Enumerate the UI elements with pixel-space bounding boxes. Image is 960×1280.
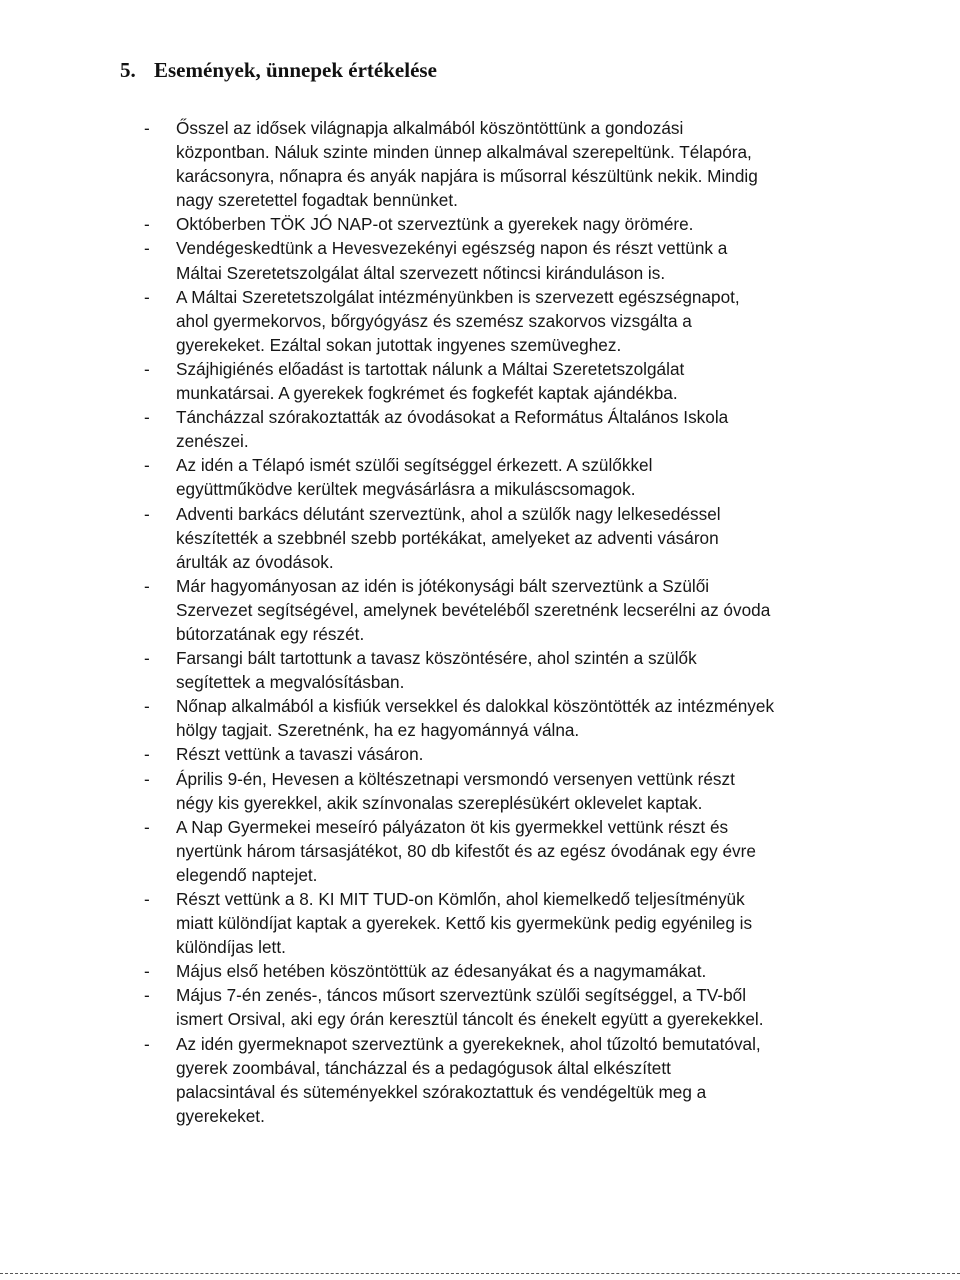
bullet-dash: - — [144, 768, 150, 789]
list-item — [144, 574, 864, 646]
list-item — [144, 453, 864, 501]
list-item-line: Adventi barkács délutánt szerveztünk, ahol a szülők nagy lelkesedéssel — [176, 503, 721, 524]
list-item-line: Április 9-én, Hevesen a költészetnapi versmondó versenyen vettünk részt — [176, 768, 735, 789]
bullet-dash: - — [144, 455, 150, 476]
list-item — [144, 815, 864, 887]
list-item-line: munkatársai. A gyerekek fogkrémet és fogkefét kaptak ajándékba. — [176, 383, 678, 404]
list-item-line: palacsintával és süteményekkel szórakoztattuk és vendégeltük meg a — [176, 1081, 707, 1102]
footer-rule — [0, 1273, 960, 1274]
section-heading — [120, 57, 437, 83]
bullet-dash: - — [144, 286, 150, 307]
list-item-line: Máltai Szeretetszolgálat által szervezett nőtincsi kiránduláson is. — [176, 262, 666, 283]
bullet-dash: - — [144, 696, 150, 717]
list-item-line: gyerekeket. — [176, 1105, 265, 1126]
bullet-dash: - — [144, 407, 150, 428]
list-item-line: Az idén a Télapó ismét szülői segítséggel érkezett. A szülőkkel — [176, 455, 653, 476]
list-item-line: különdíjas lett. — [176, 937, 286, 958]
list-item-line: nagy szeretettel fogadtak bennünket. — [176, 190, 458, 211]
list-item-line: Már hagyományosan az idén is jótékonysági bált szerveztünk a Szülői — [176, 575, 710, 596]
list-item-line: miatt különdíjat kaptak a gyerekek. Kettő kis gyermekünk pedig egyénileg is — [176, 913, 753, 934]
list-item-line: gyerekeket. Ezáltal sokan jutottak ingyenes szemüveghez. — [176, 334, 622, 355]
list-item — [144, 694, 864, 742]
list-item-line: készítették a szebbnél szebb portékákat, amelyeket az adventi vásáron — [176, 527, 719, 548]
list-item — [144, 742, 864, 766]
list-item — [144, 767, 864, 815]
list-item — [144, 983, 864, 1031]
list-item-line: Az idén gyermeknapot szerveztünk a gyerekeknek, ahol tűzoltó bemutatóval, — [176, 1033, 761, 1054]
list-item-line: bútorzatának egy részét. — [176, 623, 365, 644]
bullet-dash: - — [144, 118, 150, 138]
list-item — [144, 887, 864, 959]
section-title: Események, ünnepek értékelése — [154, 58, 437, 82]
event-list — [144, 116, 864, 1128]
list-item-line: zenészei. — [176, 431, 249, 452]
list-item-line: Részt vettünk a 8. KI MIT TUD-on Kömlőn, ahol kiemelkedő teljesítményük — [176, 889, 745, 909]
list-item-line: négy kis gyerekkel, akik színvonalas szereplésükért oklevelet kaptak. — [176, 792, 703, 813]
list-item-line: karácsonyra, nőnapra és anyák napjára is műsorral készültünk nekik. Mindig — [176, 166, 758, 187]
list-item — [144, 236, 864, 284]
list-item — [144, 405, 864, 453]
list-item — [144, 285, 864, 357]
list-item-line: Szájhigiénés előadást is tartottak nálunk a Máltai Szeretetszolgálat — [176, 358, 685, 379]
list-item-line: A Máltai Szeretetszolgálat intézményünkben is szervezett egészségnapot, — [176, 286, 740, 307]
list-item-line: gyerek zoombával, táncházzal és a pedagógusok által elkészített — [176, 1057, 671, 1078]
bullet-dash: - — [144, 503, 150, 524]
list-item-line: Októberben TÖK JÓ NAP-ot szerveztünk a gyerekek nagy örömére. — [176, 214, 694, 235]
list-item-line: Szervezet segítségével, amelynek bevételéből szeretnénk lecserélni az óvoda — [176, 599, 771, 620]
list-item-line: hölgy tagjait. Szeretnénk, ha ez hagyománnyá válna. — [176, 720, 580, 741]
bullet-dash: - — [144, 744, 150, 765]
list-item-line: segítettek a megvalósításban. — [176, 672, 405, 693]
bullet-dash: - — [144, 889, 150, 909]
list-item-line: nyertünk három társasjátékot, 80 db kifestőt és az egész óvodának egy évre — [176, 840, 756, 861]
list-item-line: elegendő naptejet. — [176, 864, 318, 885]
bullet-dash: - — [144, 238, 150, 259]
list-item — [144, 212, 864, 236]
list-item-line: Ősszel az idősek világnapja alkalmából köszöntöttünk a gondozási — [176, 118, 684, 138]
list-item — [144, 959, 864, 983]
list-item-line: Táncházzal szórakoztatták az óvodásokat a Református Általános Iskola — [176, 407, 729, 428]
bullet-dash: - — [144, 214, 150, 235]
list-item-line: ahol gyermekorvos, bőrgyógyász és szemész szakorvos vizsgálta a — [176, 310, 692, 331]
list-item-line: központban. Náluk szinte minden ünnep alkalmával szerepeltünk. Télapóra, — [176, 142, 752, 163]
list-item — [144, 502, 864, 574]
list-item — [144, 116, 864, 212]
list-item-line: ismert Orsival, aki egy órán keresztül táncolt és énekelt együtt a gyerekekkel. — [176, 1009, 764, 1030]
list-item-line: Május első hetében köszöntöttük az édesanyákat és a nagymamákat. — [176, 961, 707, 982]
bullet-dash: - — [144, 648, 150, 669]
list-item-line: Vendégeskedtünk a Hevesvezekényi egészség napon és részt vettünk a — [176, 238, 728, 259]
list-item-line: árulták az óvodások. — [176, 551, 334, 572]
section-number: 5. — [120, 58, 136, 82]
list-item-line: A Nap Gyermekei meseíró pályázaton öt kis gyermekkel vettünk részt és — [176, 816, 729, 837]
list-item-line: együttműködve kerültek megvásárlásra a mikuláscsomagok. — [176, 479, 636, 500]
list-item-line: Farsangi bált tartottunk a tavasz köszöntésére, ahol szintén a szülők — [176, 648, 697, 669]
bullet-dash: - — [144, 575, 150, 596]
list-item-line: Nőnap alkalmából a kisfiúk versekkel és dalokkal köszöntötték az intézmények — [176, 696, 775, 717]
list-item — [144, 357, 864, 405]
list-item-line: Részt vettünk a tavaszi vásáron. — [176, 744, 424, 765]
bullet-dash: - — [144, 358, 150, 379]
bullet-dash: - — [144, 1033, 150, 1054]
list-item — [144, 646, 864, 694]
bullet-dash: - — [144, 816, 150, 837]
list-item — [144, 1032, 864, 1128]
bullet-dash: - — [144, 985, 150, 1006]
bullet-dash: - — [144, 961, 150, 982]
list-item-line: Május 7-én zenés-, táncos műsort szerveztünk szülői segítséggel, a TV-ből — [176, 985, 747, 1006]
